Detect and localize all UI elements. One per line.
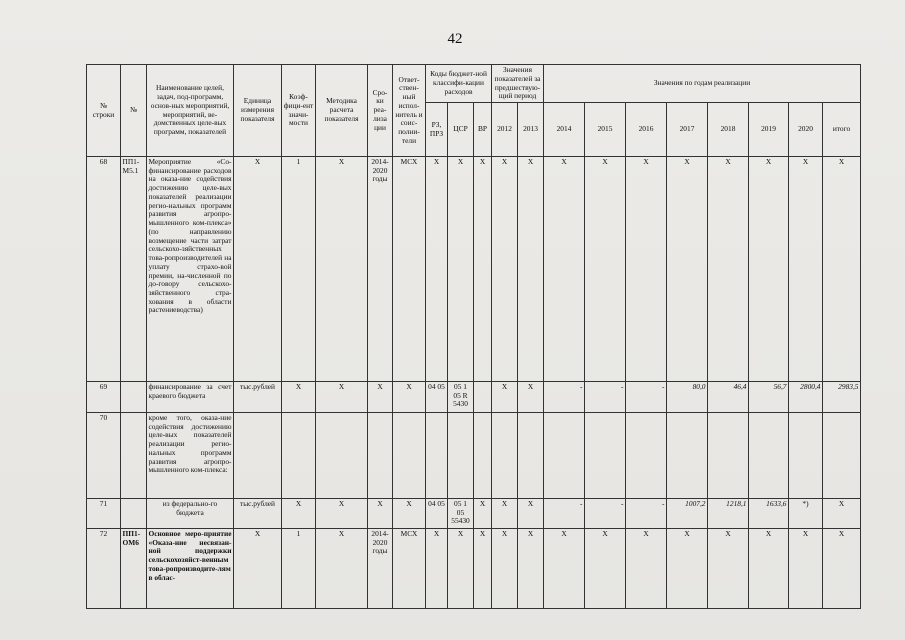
cell-method — [316, 413, 368, 499]
header-unit: Единица измерения показателя — [234, 65, 282, 157]
header-previous-period: Значения показателей за предшествую-щий период — [492, 65, 544, 103]
cell-2013: X — [518, 382, 544, 413]
cell-method: X — [316, 499, 368, 529]
header-year-2018: 2018 — [708, 103, 749, 157]
header-budget-codes: Коды бюджет-ной классифи-кации расходов — [426, 65, 492, 103]
cell-2015: X — [585, 157, 626, 382]
cell-2015 — [585, 413, 626, 499]
header-csr: ЦСР — [448, 103, 474, 157]
cell-code: ПП1-ОМ6 — [121, 529, 147, 609]
cell-total: X — [823, 529, 861, 609]
cell-code: ПП1-М5.1 — [121, 157, 147, 382]
table-row — [87, 529, 861, 609]
cell-2020: 2800,4 — [789, 382, 823, 413]
cell-coefficient: 1 — [282, 157, 316, 382]
cell-unit — [234, 413, 282, 499]
cell-rz: 04 05 — [426, 382, 448, 413]
cell-terms: 2014-2020 годы — [368, 157, 393, 382]
header-name: Наименование целей, задач, под-программ, основ-ных мероприятий, мероприятий, ве-домственных целе-вых программ, показателей — [147, 65, 234, 157]
cell-csr: X — [448, 529, 474, 609]
header-terms: Сро-ки реа-лиза ции — [368, 65, 393, 157]
header-year-2019: 2019 — [749, 103, 789, 157]
cell-total — [823, 413, 861, 499]
indicators-table — [86, 64, 861, 609]
cell-2019: 56,7 — [749, 382, 789, 413]
cell-responsible: X — [393, 382, 426, 413]
cell-2016: - — [626, 499, 667, 529]
cell-2013 — [518, 413, 544, 499]
cell-terms — [368, 413, 393, 499]
cell-row-number: 70 — [87, 413, 121, 499]
cell-2012 — [492, 413, 518, 499]
cell-2017: 1007,2 — [667, 499, 708, 529]
cell-csr — [448, 413, 474, 499]
header-coefficient: Коэф-фици-ент значи-мости — [282, 65, 316, 157]
header-year-2014: 2014 — [544, 103, 585, 157]
cell-2018 — [708, 413, 749, 499]
cell-row-number: 71 — [87, 499, 121, 529]
cell-2015: - — [585, 382, 626, 413]
cell-name: Основное меро-приятие «Оказа-ние несвязан-ной поддержки сельскохозяйст-венным това-ропроизводите-лям в облас- — [147, 529, 234, 609]
cell-2019: X — [749, 157, 789, 382]
cell-2018: 46,4 — [708, 382, 749, 413]
cell-2013: X — [518, 499, 544, 529]
cell-method: X — [316, 157, 368, 382]
cell-2012: X — [492, 499, 518, 529]
cell-2020: *) — [789, 499, 823, 529]
cell-vr: X — [474, 529, 492, 609]
cell-vr — [474, 382, 492, 413]
cell-coefficient: X — [282, 499, 316, 529]
cell-2019: X — [749, 529, 789, 609]
cell-coefficient: X — [282, 382, 316, 413]
cell-csr: 05 1 05 R 5430 — [448, 382, 474, 413]
cell-row-number: 72 — [87, 529, 121, 609]
header-year-2017: 2017 — [667, 103, 708, 157]
cell-2014: - — [544, 382, 585, 413]
cell-2014: - — [544, 499, 585, 529]
cell-total: 2983,5 — [823, 382, 861, 413]
cell-2020: X — [789, 157, 823, 382]
cell-terms: 2014-2020 годы — [368, 529, 393, 609]
cell-coefficient — [282, 413, 316, 499]
cell-method: X — [316, 382, 368, 413]
cell-2015: - — [585, 499, 626, 529]
table-row — [87, 382, 861, 413]
cell-vr — [474, 413, 492, 499]
cell-2015: X — [585, 529, 626, 609]
table-row — [87, 157, 861, 382]
cell-responsible: МСХ — [393, 157, 426, 382]
cell-name: из федерально-го бюджета — [147, 499, 234, 529]
cell-2014: X — [544, 529, 585, 609]
cell-2014: X — [544, 157, 585, 382]
cell-unit: X — [234, 529, 282, 609]
cell-2017: X — [667, 529, 708, 609]
cell-method: X — [316, 529, 368, 609]
cell-row-number: 68 — [87, 157, 121, 382]
header-year-2013: 2013 — [518, 103, 544, 157]
cell-2016: - — [626, 382, 667, 413]
header-year-2012: 2012 — [492, 103, 518, 157]
cell-rz: 04 05 — [426, 499, 448, 529]
header-rz: РЗ, ПРЗ — [426, 103, 448, 157]
cell-2017 — [667, 413, 708, 499]
cell-rz: X — [426, 529, 448, 609]
header-years-group: Значения по годам реализации — [544, 65, 861, 103]
cell-2018: 1218,1 — [708, 499, 749, 529]
page-number: 42 — [447, 31, 463, 47]
cell-unit: тыс.рублей — [234, 499, 282, 529]
cell-coefficient: 1 — [282, 529, 316, 609]
cell-terms: X — [368, 382, 393, 413]
cell-2013: X — [518, 157, 544, 382]
header-year-2020: 2020 — [789, 103, 823, 157]
cell-name: Мероприятие «Со-финансирование расходов на оказа-ние содействия достижению целе-вых показателей реализации регио-нальных программ развития агропро-мышленного ком-плекса» (по направлению возмещение части затрат сельскохо-зяйственных това-ропроизводителей на уплату страхо-вой премии, на-численной по до-говору сельскохо-зяйственного стра-хования в области растениеводства) — [147, 157, 234, 382]
cell-vr: X — [474, 157, 492, 382]
cell-total: X — [823, 157, 861, 382]
cell-terms: X — [368, 499, 393, 529]
header-method: Методика расчета показателя — [316, 65, 368, 157]
header-vr: ВР — [474, 103, 492, 157]
cell-2016: X — [626, 529, 667, 609]
cell-2016: X — [626, 157, 667, 382]
cell-responsible: X — [393, 499, 426, 529]
cell-csr: 05 1 05 55430 — [448, 499, 474, 529]
cell-code — [121, 413, 147, 499]
cell-2019 — [749, 413, 789, 499]
cell-code — [121, 382, 147, 413]
cell-2017: 80,0 — [667, 382, 708, 413]
cell-vr: X — [474, 499, 492, 529]
cell-2014 — [544, 413, 585, 499]
header-year-2015: 2015 — [585, 103, 626, 157]
cell-row-number: 69 — [87, 382, 121, 413]
cell-total: X — [823, 499, 861, 529]
header-responsible: Ответ-ствен-ный испол-нитель и соис-полни-тели — [393, 65, 426, 157]
cell-name: финансирование за счет краевого бюджета — [147, 382, 234, 413]
cell-2012: X — [492, 382, 518, 413]
cell-2012: X — [492, 529, 518, 609]
cell-code — [121, 499, 147, 529]
cell-2018: X — [708, 529, 749, 609]
header-total: итого — [823, 103, 861, 157]
cell-name: кроме того, оказа-ние содействия достижению целе-вых показателей реализации регио-нальных программ развития агропро-мышленного ком-плекса: — [147, 413, 234, 499]
cell-csr: X — [448, 157, 474, 382]
cell-rz: X — [426, 157, 448, 382]
cell-2020 — [789, 413, 823, 499]
cell-2013: X — [518, 529, 544, 609]
table-row — [87, 499, 861, 529]
cell-unit: тыс.рублей — [234, 382, 282, 413]
cell-2018: X — [708, 157, 749, 382]
header-year-2016: 2016 — [626, 103, 667, 157]
cell-2012: X — [492, 157, 518, 382]
cell-responsible — [393, 413, 426, 499]
cell-responsible: МСХ — [393, 529, 426, 609]
cell-2017: X — [667, 157, 708, 382]
cell-rz — [426, 413, 448, 499]
cell-2020: X — [789, 529, 823, 609]
cell-2019: 1633,6 — [749, 499, 789, 529]
cell-2016 — [626, 413, 667, 499]
cell-unit: X — [234, 157, 282, 382]
header-row-number: № строки — [87, 65, 121, 157]
table-row — [87, 413, 861, 499]
header-number: № — [121, 65, 147, 157]
